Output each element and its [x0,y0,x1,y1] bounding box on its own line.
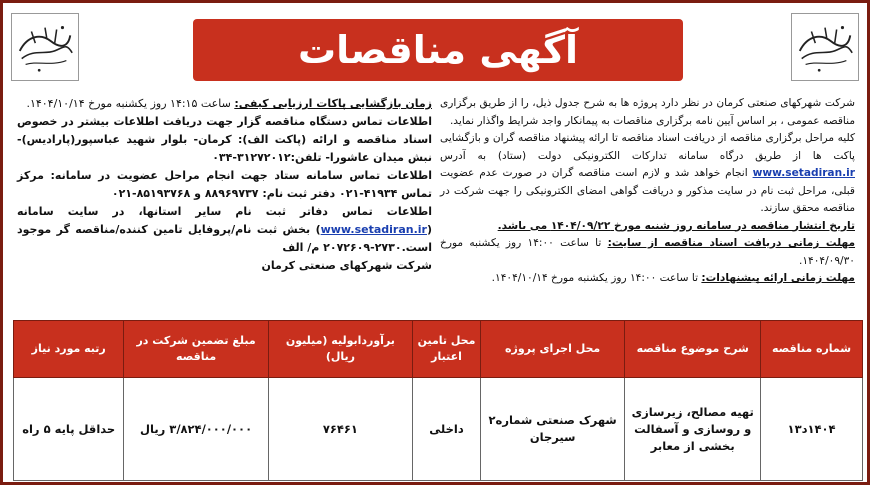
header-estimate: برآوردابولیه (میلیون ریال) [268,321,412,378]
process-text-a: کلیه مراحل برگزاری مناقصه از دریافت اسناد مناقصه تا ارائه پیشنهاد مناقصه گران و بازگشایی پاکت ها از طریق درگاه سامانه تدارکات الکترونیکی دولت (ستاد) به آدرس [440,132,855,162]
publish-date: تاریخ انتشار مناقصه در سامانه روز شنبه مورخ ۱۴۰۴/۰۹/۲۲ می باشد. [497,219,855,232]
header-subject: شرح موضوع مناقصه [625,321,761,378]
offices-text-b: ) بخش ثبت نام/پروفایل تامین کننده/مناقصه گر موجود است.۲۷۳۰-۲۰۷۲۶۰۹ م/ الف [17,223,432,254]
opening-time-value: ساعت ۱۴:۱۵ روز یکشنبه مورخ ۱۴۰۴/۱۰/۱۴. [26,97,231,110]
cell-guarantee: ۳/۸۲۴/۰۰۰/۰۰۰ ریال [124,378,268,481]
offices-contact [17,203,432,257]
cell-location: شهرک صنعتی شماره۲ سیرجان [480,378,624,481]
header-grade: رتبه مورد نیاز [14,321,124,378]
contacts-column [17,95,432,275]
calligraphy-logo-icon [791,13,859,81]
cell-subject: تهیه مصالح، زیرسازی و روسازی و آسفالت بخشی از معابر [625,378,761,481]
docs-deadline-label: مهلت زمانی دریافت اسناد مناقصه از سایت: [607,237,856,249]
header-location: محل اجرای پروژه [480,321,624,378]
header-funding: محل تامین اعتبار [413,321,481,378]
cell-funding: داخلی [413,378,481,481]
title-banner [193,19,683,81]
intro-paragraph [440,95,855,130]
cell-estimate: ۷۶۴۶۱ [268,378,412,481]
opening-time-label: زمان بازگشایی پاکات ارزیابی کیفی: [234,97,432,110]
buyer-contact: اطلاعات تماس دستگاه مناقصه گزار جهت دریافت اطلاعات بیشتر در خصوص اسناد مناقصه و ارائه (پاکت الف): کرمان- بلوار شهید عباسپور(پارادیس)- نبش میدان عاشورا- تلفن:۳۱۲۷۲۰۱۲-۰۳۴ [17,115,432,164]
header-guarantee: مبلغ تضمین شرکت در مناقصه [124,321,268,378]
intro-text: شرکت شهرکهای صنعتی کرمان در نظر دارد پروژه ها به شرح جدول ذیل، را از طریق برگزاری مناقصه عمومی ، بر اساس آیین نامه برگزاری مناقصات به پیمانکار واجد شرایط واگذار نماید. [440,97,855,127]
cell-grade: حداقل پایه ۵ راه [14,378,124,481]
opening-time [17,95,432,113]
page-title: آگهی مناقصات [298,28,578,72]
header-tender-number: شماره مناقصه [761,321,863,378]
docs-deadline [440,235,855,270]
offer-deadline [440,270,855,288]
setad-contact: اطلاعات تماس سامانه ستاد جهت انجام مراحل عضویت در سامانه: مرکز تماس ۴۱۹۳۴-۰۲۱ دفتر ثبت نام: ۸۸۹۶۹۷۳۷ و ۸۵۱۹۳۷۶۸-۰۲۱ [17,169,432,200]
cell-tender-number: ۱۴۰۴د۱۳ [761,378,863,481]
setad-website-link[interactable]: www.setadiran.ir [752,167,855,179]
offices-text-a: اطلاعات تماس دفاتر ثبت نام سایر استانها، در سایت سامانه ( [17,205,432,236]
tender-table [13,320,863,481]
company-name: شرکت شهرکهای صنعتی کرمان [261,259,432,272]
calligraphy-logo-icon [11,13,79,81]
process-paragraph [440,130,855,218]
table-header-row [14,321,863,378]
table-row [14,378,863,481]
intro-column [440,95,855,288]
offer-deadline-label: مهلت زمانی ارائه پیشنهادات: [701,272,855,284]
docs-deadline-value: تا ساعت ۱۴:۰۰ روز یکشنبه مورخ ۱۴۰۴/۰۹/۳۰. [440,237,855,267]
offices-website-link[interactable]: www.setadiran.ir [320,223,427,236]
offer-deadline-value: تا ساعت ۱۴:۰۰ روز یکشنبه مورخ ۱۴۰۴/۱۰/۱۴. [491,272,699,284]
process-text-b: انجام خواهد شد و لازم است مناقصه گران در صورت عدم عضویت قبلی، مراحل ثبت نام در سایت مذکور و دریافت گواهی امضای الکترونیکی را جهت شرکت در مناقصه محقق سازند. [440,167,855,214]
